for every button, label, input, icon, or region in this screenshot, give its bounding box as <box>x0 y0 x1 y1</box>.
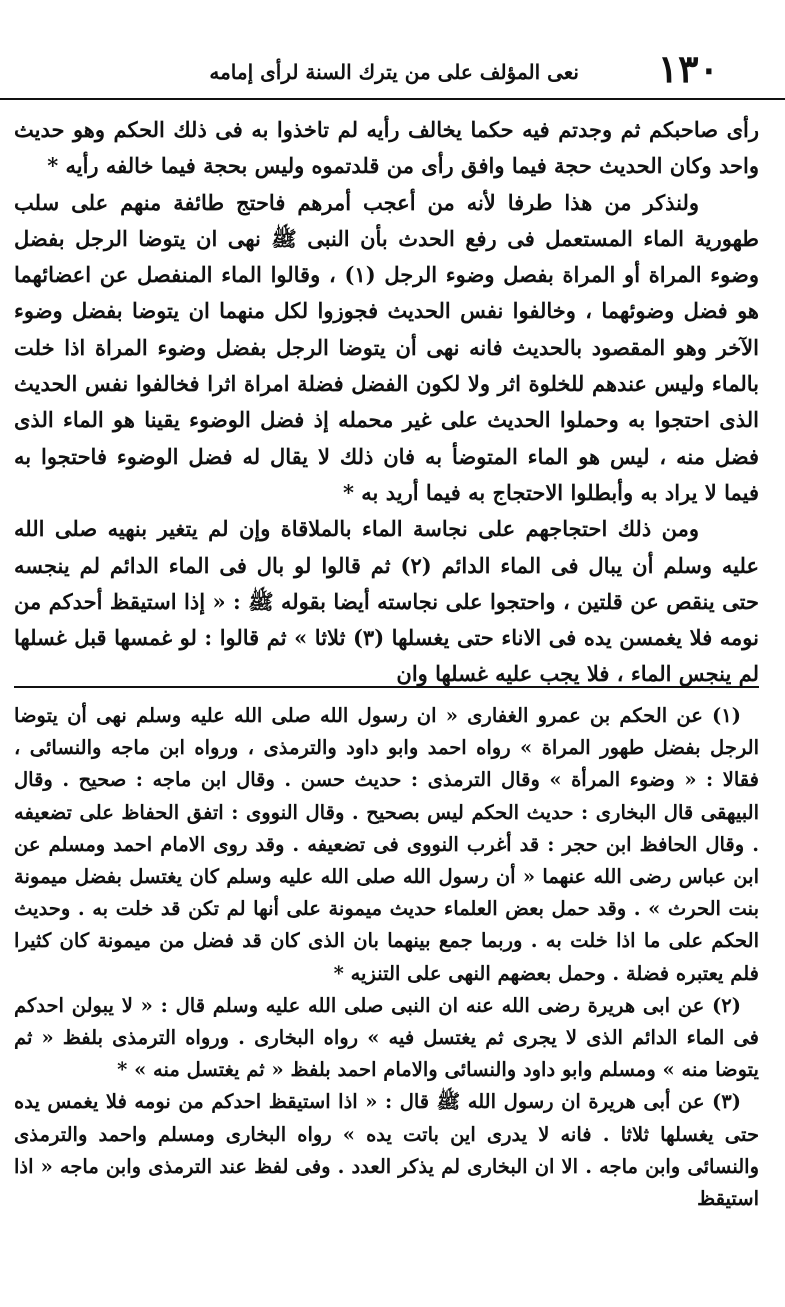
footnote: (٣) عن أبى هريرة ان رسول الله ﷺ قال : « اذا استيقظ احدكم من نومه فلا يغمس يده حتى يغسلها ثلاثا . فانه لا يدرى اين باتت يده » رواه البخارى ومسلم واحمد والترمذى والنسائى وابن ماجه . الا ان البخارى لم يذكر العدد . وفى لفظ عند الترمذى وابن ماجه « اذا استيقظ <box>14 1090 759 1211</box>
footnote-separator <box>14 686 759 688</box>
page-number: ١٣٠ <box>657 46 719 91</box>
header-rule <box>0 98 785 100</box>
footnote: (٢) عن ابى هريرة رضى الله عنه ان النبى صلى الله عليه وسلم قال : « لا يبولن احدكم فى الماء الدائم الذى لا يجرى ثم يغتسل فيه » رواه البخارى . ورواه الترمذى بلفظ « ثم يتوضا منه » ومسلم وابو داود والنسائى والامام احمد بلفظ « ثم يغتسل منه » * <box>14 993 759 1082</box>
running-title: نعى المؤلف على من يترك السنة لرأى إمامه <box>209 60 579 84</box>
paragraph: ولنذكر من هذا طرفا لأنه من أعجب أمرهم فاحتج طائفة منهم على سلب طهورية الماء المستعمل فى رفع الحدث بأن النبى ﷺ نهى ان يتوضا الرجل بفضل وضوء المراة أو المراة بفصل وضوء الرجل (١) ، وقالوا الماء المنفصل عن اعضائهما هو فضل وضوئهما ، وخالفوا نفس الحديث فجوزوا لكل منهما ان يتوضا بفضل وضوء الآخر وهو المقصود بالحديث فانه نهى أن يتوضا الرجل بفضل وضوء المراة اذا خلت بالماء وليس عندهم للخلوة اثر ولا لكون الفضل فضلة امراة اثرا فخالفوا نفس الحديث الذى احتجوا به وحملوا الحديث على غير محمله إذ فضل الوضوء يقينا هو الماء الذى فضل منه ، ليس هو الماء المتوضأ به فان ذلك لا يقال له فضل الوضوء فاحتجوا به فيما لا يراد به وأبطلوا الاحتجاج به فيما أريد به * <box>14 189 759 505</box>
paragraph: رأى صاحبكم ثم وجدتم فيه حكما يخالف رأيه لم تاخذوا به فى ذلك الحكم وهو حديث واحد وكان الحديث حجة فيما وافق رأى من قلدتموه وليس بحجة فيما خالفه رأيه * <box>14 117 759 179</box>
footnotes <box>14 700 759 1215</box>
paragraph: ومن ذلك احتجاجهم على نجاسة الماء بالملاقاة وإن لم يتغير بنهيه صلى الله عليه وسلم أن يبال فى الماء الدائم (٢) ثم قالوا لو بال فى الماء الدائم لم ينجسه حتى ينقص عن قلتين ، واحتجوا على نجاسته أيضا بقوله ﷺ : « إذا استيقظ أحدكم من نومه فلا يغمسن يده فى الاناء حتى يغسلها (٣) ثلاثا » ثم قالوا : لو غمسها قبل غسلها لم ينجس الماء ، فلا يجب عليه غسلها وان <box>14 516 760 687</box>
footnote: (١) عن الحكم بن عمرو الغفارى « ان رسول الله صلى الله عليه وسلم نهى أن يتوضا الرجل بفضل طهور المراة » رواه احمد وابو داود والترمذى ، ورواه ابن ماجه والنسائى ، فقالا : « وضوء المرأة » وقال الترمذى : حديث حسن . وقال ابن ماجه : صحيح . وقال البيهقى قال البخارى : حديث الحكم ليس بصحيح . وقال النووى : اتفق الحفاظ على تضعيفه . وقال الحافظ ابن حجر : قد أغرب النووى فى تضعيفه . وقد روى الامام احمد ومسلم عن ابن عباس رضى الله عنهما « أن رسول الله صلى الله عليه وسلم كان يغتسل بفضل ميمونة بنت الحرث » . وقد حمل بعض العلماء حديث ميمونة على أنها لم تكن قد خلت به . وحديث الحكم على ما اذا خلت به . وربما جمع بينهما بان الذى كان قد فضل من ميمونة كان كثيرا فلم يعتبره فضلة . وحمل بعضهم النهى على التنزيه * <box>14 704 759 985</box>
main-text <box>14 112 759 693</box>
page-header <box>14 0 759 92</box>
